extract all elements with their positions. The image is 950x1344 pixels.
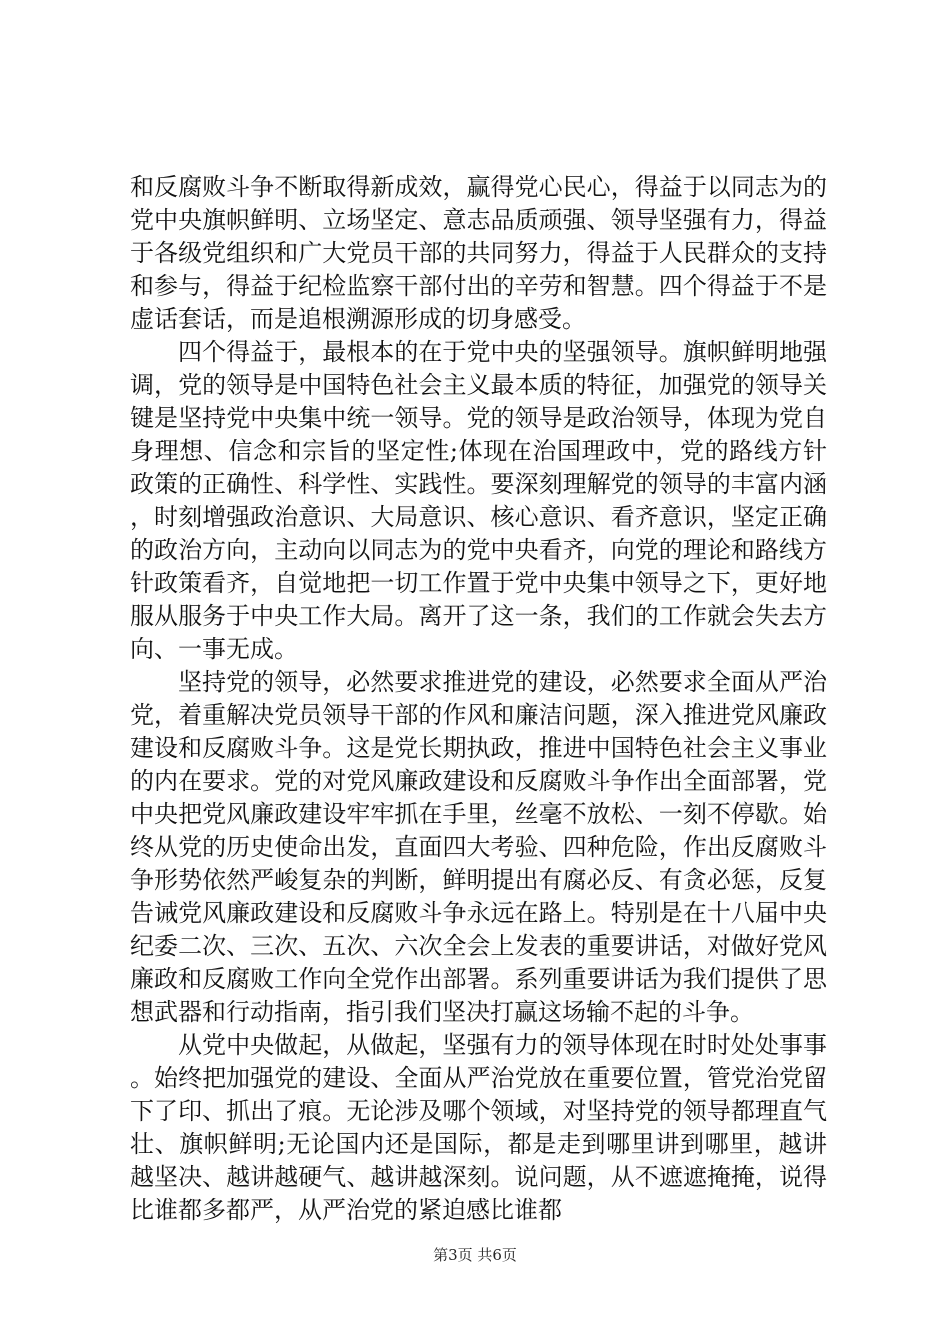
paragraph-4: 从党中央做起，从做起，坚强有力的领导体现在时时处处事事。始终把加强党的建设、全面从严治党放在重要位置，管党治党留下了印、抓出了痕。无论涉及哪个领域，对坚持党的领导都理直气壮、旗帜鲜明;无论国内还是国际，都是走到哪里讲到哪里，越讲越坚决、越讲越硬气、越讲越深刻。说问题，从不遮遮掩掩，说得比谁都多都严，从严治党的紧迫感比谁都 (130, 1031, 827, 1224)
paragraph-2: 四个得益于，最根本的在于党中央的坚强领导。旗帜鲜明地强调，党的领导是中国特色社会主义最本质的特征，加强党的领导关键是坚持党中央集中统一领导。党的领导是政治领导，体现为党自身理想、信念和宗旨的坚定性;体现在治国理政中，党的路线方针政策的正确性、科学性、实践性。要深刻理解党的领导的丰富内涵，时刻增强政治意识、大局意识、核心意识、看齐意识，坚定正确的政治方向，主动向以同志为的党中央看齐，向党的理论和路线方针政策看齐，自觉地把一切工作置于党中央集中领导之下，更好地服从服务于中央工作大局。离开了这一条，我们的工作就会失去方向、一事无成。 (130, 338, 827, 663)
paragraph-1: 和反腐败斗争不断取得新成效，赢得党心民心，得益于以同志为的党中央旗帜鲜明、立场坚定、意志品质顽强、领导坚强有力，得益于各级党组织和广大党员干部的共同努力，得益于人民群众的支持和参与，得益于纪检监察干部付出的辛劳和智慧。四个得益于不是虚话套话，而是追根溯源形成的切身感受。 (130, 173, 827, 333)
paragraph-3: 坚持党的领导，必然要求推进党的建设，必然要求全面从严治党，着重解决党员领导干部的作风和廉洁问题，深入推进党风廉政建设和反腐败斗争。这是党长期执政，推进中国特色社会主义事业的内在要求。党的对党风廉政建设和反腐败斗争作出全面部署，党中央把党风廉政建设牢牢抓在手里，丝毫不放松、一刻不停歇。始终从党的历史使命出发，直面四大考验、四种危险，作出反腐败斗争形势依然严峻复杂的判断，鲜明提出有腐必反、有贪必惩，反复告诫党风廉政建设和反腐败斗争永远在路上。特别是在十八届中央纪委二次、三次、五次、六次全会上发表的重要讲话，对做好党风廉政和反腐败工作向全党作出部署。系列重要讲话为我们提供了思想武器和行动指南，指引我们坚决打赢这场输不起的斗争。 (130, 668, 827, 1026)
document-body (130, 171, 827, 1227)
page-number-footer: 第3页 共6页 (433, 1246, 517, 1264)
